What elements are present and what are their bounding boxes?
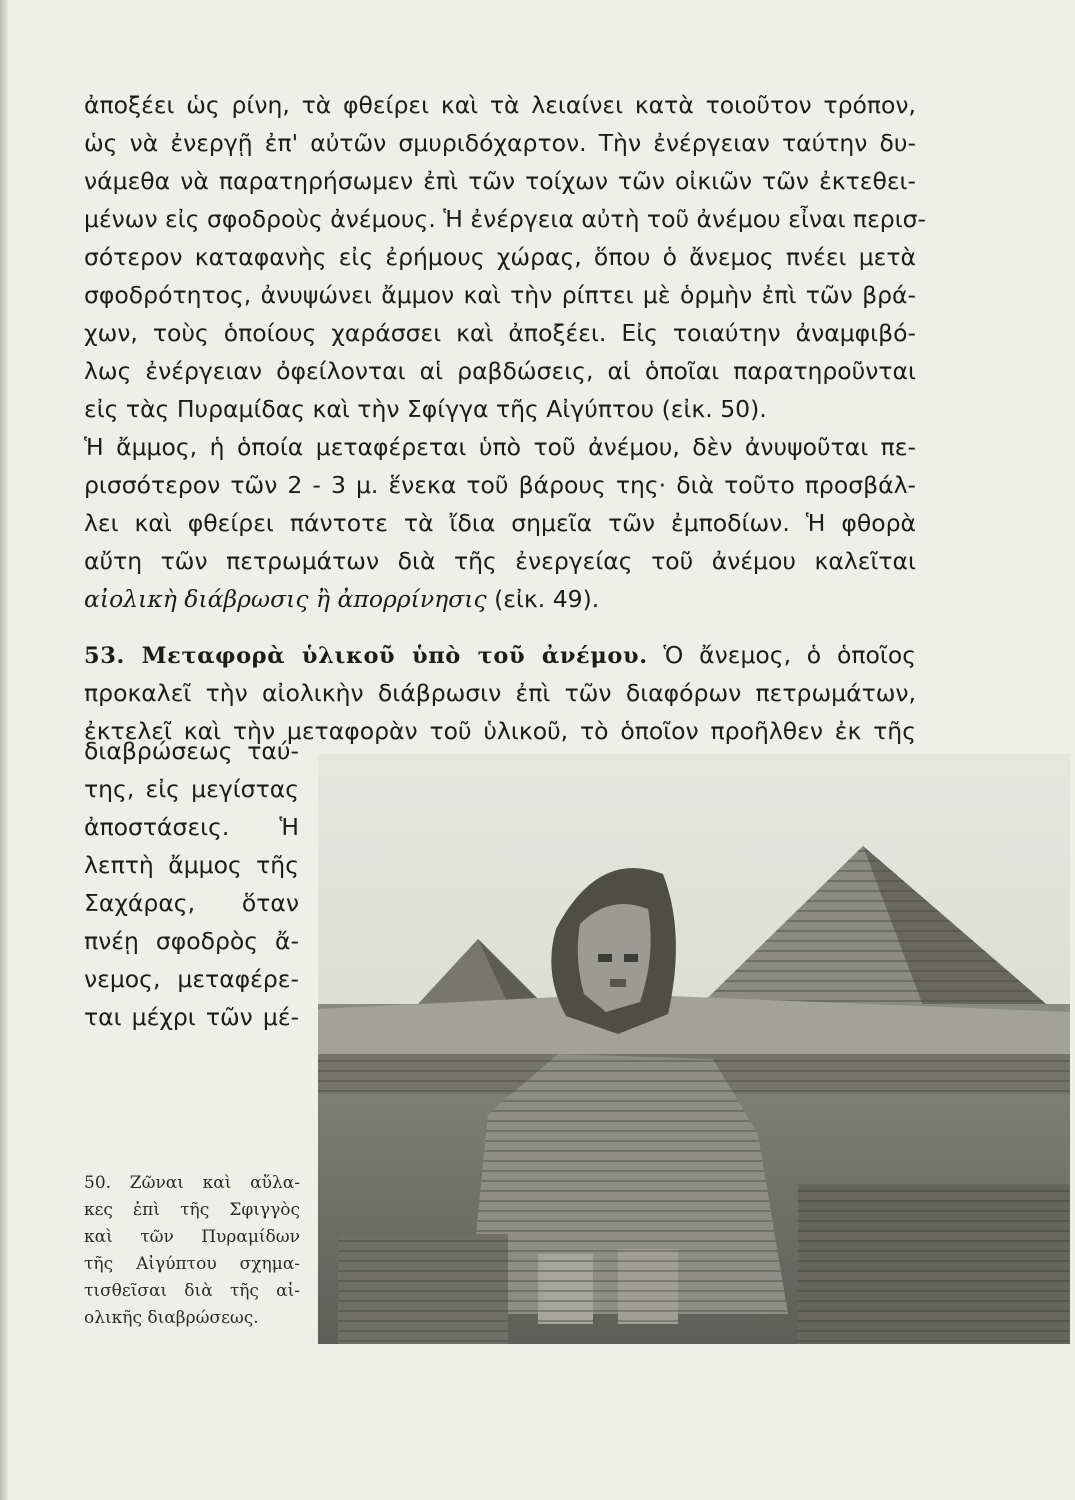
- section-heading: 53. Μεταφορὰ ὑλικοῦ ὑπὸ τοῦ ἀνέμου.: [84, 643, 648, 669]
- caption-line: τῆς Αἰγύπτου σχημα-: [84, 1254, 300, 1274]
- figure-reference: (εἰκ. 49).: [494, 585, 600, 613]
- text-line: νεμος, μεταφέρε-: [84, 965, 299, 993]
- text-line: λεπτὴ ἄμμος τῆς: [84, 851, 299, 879]
- figure-caption: [84, 1170, 300, 1332]
- italic-term: αἰολικὴ διάβρωσις ἢ ἀπορρίνησις: [84, 585, 487, 613]
- text-line: Ἡ ἄμμος, ἡ ὁποία μεταφέρεται ὑπὸ τοῦ ἀνέμου, δὲν ἀνυψοῦται πε-: [84, 433, 916, 461]
- text-line: ἐκτελεῖ καὶ τὴν μεταφορὰν τοῦ ὑλικοῦ, τὸ ὁποῖον προῆλθεν ἐκ τῆς: [84, 717, 916, 745]
- page-binding-edge: [0, 0, 8, 1500]
- text-line: χων, τοὺς ὁποίους χαράσσει καὶ ἀποξέει. Εἰς τοιαύτην ἀναμφιβό-: [84, 319, 916, 347]
- text-line: ἀποστάσεις. Ἡ: [84, 813, 299, 841]
- caption-line: 50. Ζῶναι καὶ αὔλα-: [84, 1173, 300, 1193]
- text-line: λει καὶ φθείρει πάντοτε τὰ ἴδια σημεῖα τῶν ἐμποδίων. Ἡ φθορὰ: [84, 509, 916, 537]
- section-heading-continuation: Ὁ ἄνεμος, ὁ ὁποῖος: [663, 641, 916, 669]
- narrow-text-column: [84, 732, 299, 1036]
- text-line: ρισσότερον τῶν 2 - 3 μ. ἕνεκα τοῦ βάρους της· διὰ τοῦτο προσβάλ-: [84, 471, 916, 499]
- text-line: νάμεθα νὰ παρατηρήσωμεν ἐπὶ τῶν τοίχων τῶν οἰκιῶν τῶν ἐκτεθει-: [84, 167, 916, 195]
- caption-line: τισθεῖσαι διὰ τῆς αἰ-: [84, 1281, 300, 1301]
- text-line: προκαλεῖ τὴν αἰολικὴν διάβρωσιν ἐπὶ τῶν διαφόρων πετρωμάτων,: [84, 679, 916, 707]
- text-line: ἀποξέει ὡς ρίνη, τὰ φθείρει καὶ τὰ λειαίνει κατὰ τοιοῦτον τρόπον,: [84, 91, 916, 119]
- text-line: εἰς τὰς Πυραμίδας καὶ τὴν Σφίγγα τῆς Αἰγύπτου (εἰκ. 50).: [84, 395, 767, 423]
- section-heading-line: [84, 636, 916, 674]
- text-line: σότερον καταφανὴς εἰς ἐρήμους χώρας, ὅπου ὁ ἄνεμος πνέει μετὰ: [84, 243, 916, 271]
- caption-line: ολικῆς διαβρώσεως.: [84, 1308, 259, 1328]
- text-line: Σαχάρας, ὅταν: [84, 889, 299, 917]
- text-line: διαβρώσεως ταύ-: [84, 737, 299, 765]
- text-line: σφοδρότητος, ἀνυψώνει ἄμμον καὶ τὴν ρίπτει μὲ ὁρμὴν ἐπὶ τῶν βρά-: [84, 281, 916, 309]
- sphinx-pyramids-photo: [318, 754, 1070, 1344]
- caption-line: κες ἐπὶ τῆς Σφιγγὸς: [84, 1200, 300, 1220]
- text-line: πνέῃ σφοδρὸς ἄ-: [84, 927, 299, 955]
- photo-illustration: [318, 754, 1070, 1344]
- text-line: λως ἐνέργειαν ὀφείλονται αἱ ραβδώσεις, αἱ ὁποῖαι παρατηροῦνται: [84, 357, 916, 385]
- text-line: ὡς νὰ ἐνεργῇ ἐπ' αὐτῶν σμυριδόχαρτον. Τὴν ἐνέργειαν ταύτην δυ-: [84, 129, 916, 157]
- caption-line: καὶ τῶν Πυραμίδων: [84, 1227, 300, 1247]
- text-line: ται μέχρι τῶν μέ-: [84, 1003, 299, 1031]
- main-text-block: [84, 86, 927, 750]
- text-line: μένων εἰς σφοδροὺς ἀνέμους. Ἡ ἐνέργεια αὐτὴ τοῦ ἀνέμου εἶναι περισ-: [84, 205, 927, 233]
- text-line: αὔτη τῶν πετρωμάτων διὰ τῆς ἐνεργείας τοῦ ἀνέμου καλεῖται: [84, 547, 916, 575]
- text-line: [84, 580, 916, 618]
- text-line: της, εἰς μεγίστας: [84, 775, 299, 803]
